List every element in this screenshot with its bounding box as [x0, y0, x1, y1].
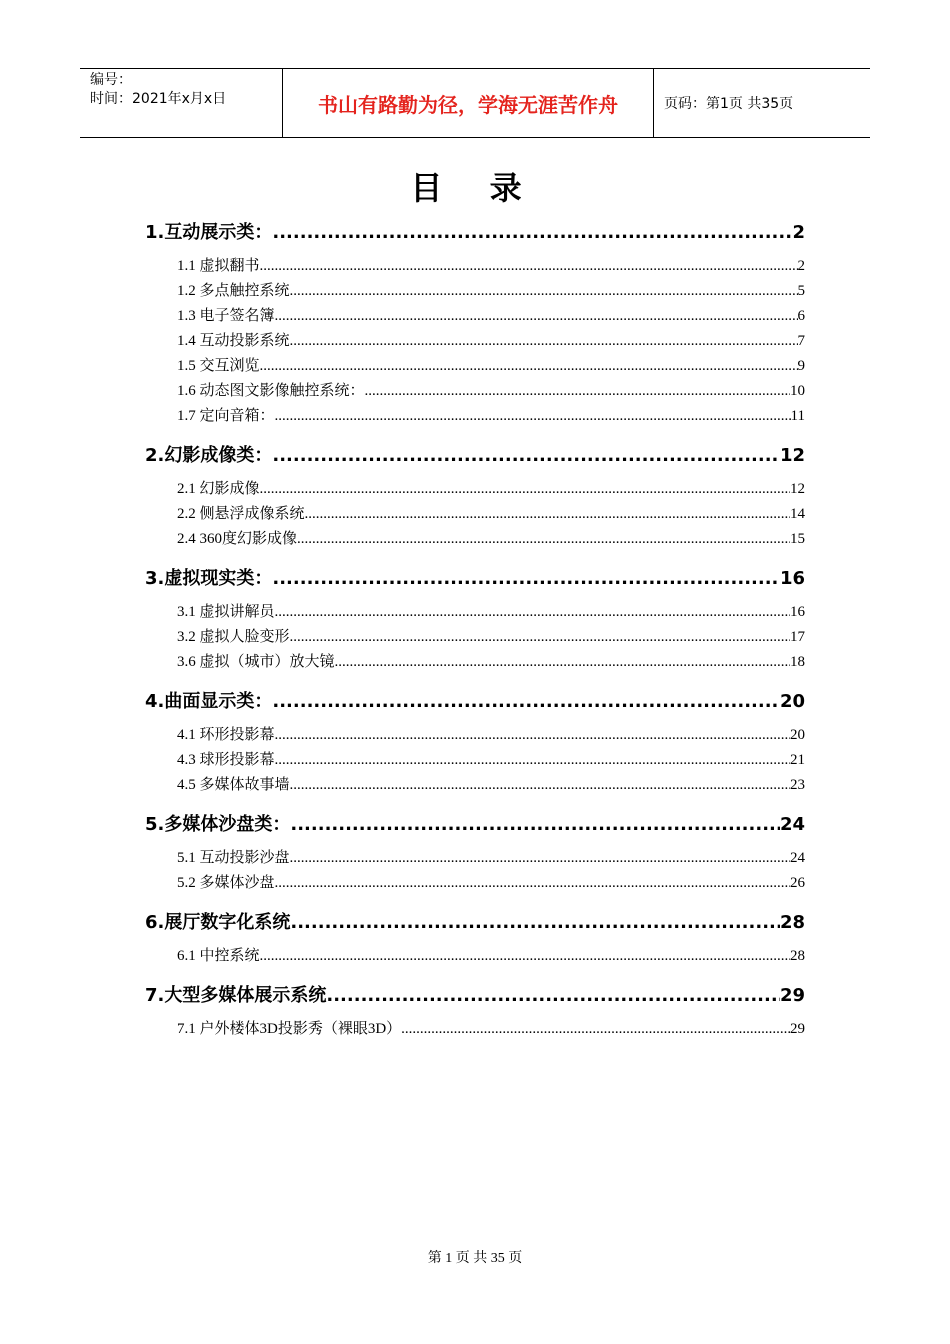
toc-entry-page: 28 [790, 948, 805, 964]
toc-leader-dots [275, 750, 790, 770]
toc-entry-label: 4.曲面显示类： [145, 691, 273, 712]
header-page-label: 页码：第1页 共35页 [664, 96, 794, 112]
toc-subsection-entry[interactable] [177, 306, 805, 326]
toc-leader-dots [260, 356, 798, 376]
toc-leader-dots [297, 529, 790, 549]
toc-subsection-entry[interactable] [177, 504, 805, 524]
toc-entry-label: 4.1 环形投影幕 [177, 727, 275, 743]
toc-entry-label: 1.1 虚拟翻书 [177, 258, 260, 274]
toc-entry-page: 14 [790, 506, 805, 522]
page-title: 目 录 [410, 169, 540, 207]
toc-subsection-entry[interactable] [177, 750, 805, 770]
toc-leader-dots [272, 689, 780, 715]
toc-subsection-entry[interactable] [177, 1019, 805, 1039]
toc-subsection-entry[interactable] [177, 381, 805, 401]
toc-entry-page: 11 [790, 408, 805, 424]
toc-leader-dots [401, 1019, 790, 1039]
toc-subsection-entry[interactable] [177, 331, 805, 351]
toc-entry-page: 24 [790, 850, 805, 866]
toc-entry-label: 5.2 多媒体沙盘 [177, 875, 275, 891]
toc-entry-page: 21 [790, 752, 805, 768]
toc-subsection-entry[interactable] [177, 529, 805, 549]
toc-leader-dots [272, 220, 792, 246]
toc-entry-page: 12 [779, 445, 805, 466]
toc-entry-label: 7.1 户外楼体3D投影秀（裸眼3D） [177, 1021, 402, 1037]
toc-entry-page: 29 [790, 1021, 805, 1037]
toc-section-entry[interactable] [145, 812, 805, 838]
header-motto: 书山有路勤为径，学海无涯苦作舟 [282, 69, 654, 137]
toc-subsection-entry[interactable] [177, 725, 805, 745]
toc-leader-dots [272, 566, 780, 592]
toc-entry-label: 3.2 虚拟人脸变形 [177, 629, 290, 645]
toc-entry-label: 3.6 虚拟（城市）放大镜 [177, 654, 335, 670]
toc-leader-dots [272, 443, 780, 469]
toc-section-entry[interactable] [145, 983, 805, 1009]
toc-entry-label: 2.2 侧悬浮成像系统 [177, 506, 305, 522]
date-label: 时间：2021年x月x日 [90, 91, 227, 107]
toc-entry-page: 26 [790, 875, 805, 891]
toc-leader-dots [275, 306, 798, 326]
toc-leader-dots [290, 910, 780, 936]
toc-entry-page: 16 [790, 604, 805, 620]
toc-entry-page: 24 [779, 814, 805, 835]
page-footer: 第 1 页 共 35 页 [427, 1251, 523, 1266]
toc-leader-dots [305, 504, 790, 524]
toc-section-entry[interactable] [145, 220, 805, 246]
toc-entry-label: 1.互动展示类： [145, 222, 273, 243]
toc-section-entry[interactable] [145, 443, 805, 469]
toc-subsection-entry[interactable] [177, 281, 805, 301]
toc-leader-dots [260, 946, 790, 966]
toc-subsection-entry[interactable] [177, 627, 805, 647]
toc-leader-dots [290, 627, 790, 647]
toc-entry-label: 6.1 中控系统 [177, 948, 260, 964]
toc-leader-dots [275, 602, 790, 622]
toc-entry-label: 4.5 多媒体故事墙 [177, 777, 290, 793]
toc-leader-dots [290, 281, 798, 301]
toc-entry-page: 16 [779, 568, 805, 589]
toc-entry-label: 2.1 幻影成像 [177, 481, 260, 497]
toc-entry-page: 20 [779, 691, 805, 712]
toc-subsection-entry[interactable] [177, 356, 805, 376]
toc-leader-dots [290, 812, 780, 838]
toc-entry-label: 1.6 动态图文影像触控系统： [177, 383, 365, 399]
toc-entry-page: 15 [790, 531, 805, 547]
toc-entry-label: 4.3 球形投影幕 [177, 752, 275, 768]
toc-entry-page: 12 [790, 481, 805, 497]
toc-leader-dots [275, 406, 791, 426]
toc-entry-page: 7 [797, 333, 805, 349]
toc-subsection-entry[interactable] [177, 873, 805, 893]
toc-subsection-entry[interactable] [177, 652, 805, 672]
toc-entry-label: 1.4 互动投影系统 [177, 333, 290, 349]
toc-entry-page: 5 [797, 283, 805, 299]
toc-entry-page: 17 [790, 629, 805, 645]
toc-leader-dots [260, 479, 790, 499]
toc-entry-page: 2 [797, 258, 805, 274]
toc-entry-label: 1.7 定向音箱： [177, 408, 275, 424]
toc-leader-dots [326, 983, 780, 1009]
toc-entry-label: 1.2 多点触控系统 [177, 283, 290, 299]
header-left-cell [80, 69, 282, 137]
toc-leader-dots [260, 256, 798, 276]
number-label: 编号： [90, 72, 132, 88]
toc-section-entry[interactable] [145, 910, 805, 936]
toc-entry-label: 2.幻影成像类： [145, 445, 273, 466]
toc-entry-page: 23 [790, 777, 805, 793]
toc-entry-page: 10 [790, 383, 805, 399]
toc-entry-page: 2 [792, 222, 805, 243]
toc-subsection-entry[interactable] [177, 479, 805, 499]
toc-entry-page: 29 [779, 985, 805, 1006]
toc-subsection-entry[interactable] [177, 406, 805, 426]
toc-entry-label: 7.大型多媒体展示系统 [145, 985, 327, 1006]
toc-subsection-entry[interactable] [177, 775, 805, 795]
toc-subsection-entry[interactable] [177, 848, 805, 868]
toc-entry-label: 1.5 交互浏览 [177, 358, 260, 374]
toc-leader-dots [335, 652, 790, 672]
toc-entry-page: 18 [790, 654, 805, 670]
toc-leader-dots [275, 873, 790, 893]
toc-subsection-entry[interactable] [177, 602, 805, 622]
toc-section-entry[interactable] [145, 689, 805, 715]
toc-section-entry[interactable] [145, 566, 805, 592]
toc-entry-page: 28 [779, 912, 805, 933]
toc-entry-page: 20 [790, 727, 805, 743]
toc-entry-label: 6.展厅数字化系统 [145, 912, 291, 933]
toc-entry-label: 3.1 虚拟讲解员 [177, 604, 275, 620]
toc-entry-label: 2.4 360度幻影成像 [177, 531, 298, 547]
toc-entry-page: 9 [797, 358, 805, 374]
toc-leader-dots [275, 725, 790, 745]
page-header [80, 68, 870, 138]
toc-entry-label: 1.3 电子签名簿 [177, 308, 275, 324]
toc-entry-label: 3.虚拟现实类： [145, 568, 273, 589]
toc-entry-page: 6 [797, 308, 805, 324]
toc-entry-label: 5.1 互动投影沙盘 [177, 850, 290, 866]
toc-entry-label: 5.多媒体沙盘类： [145, 814, 291, 835]
toc-leader-dots [290, 775, 790, 795]
toc-leader-dots [365, 381, 790, 401]
toc-subsection-entry[interactable] [177, 946, 805, 966]
toc-leader-dots [290, 331, 798, 351]
toc-subsection-entry[interactable] [177, 256, 805, 276]
toc-leader-dots [290, 848, 790, 868]
